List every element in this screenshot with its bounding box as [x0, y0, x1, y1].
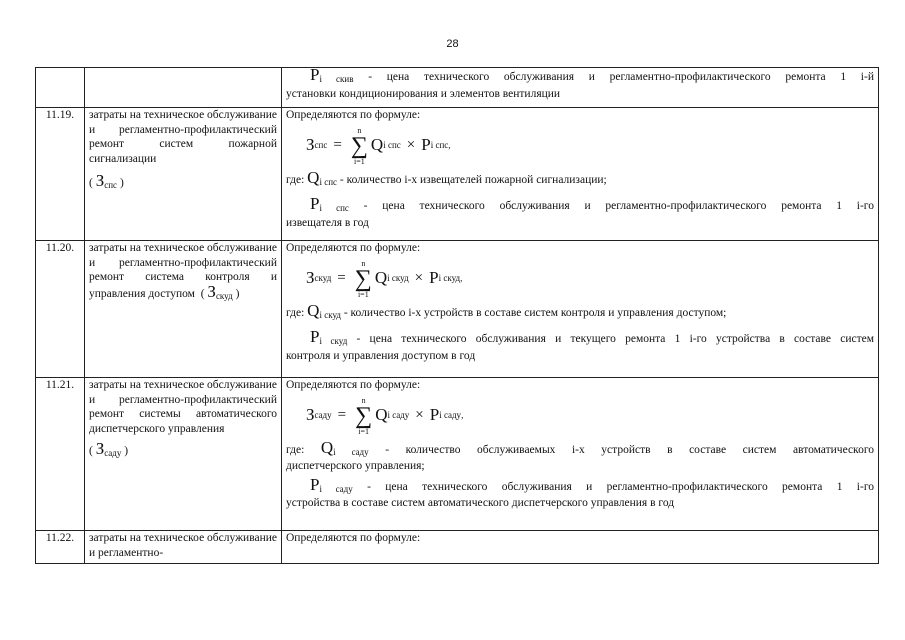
cost-table	[35, 67, 879, 564]
cost-item-name: затраты на техническое обслуживание и регламентно-профилактический ремонт система контроля и управления доступом ( $З_{скуд}$ )	[85, 241, 282, 378]
q-definition: где: $Q_{i спс}$ - количество i-х извещателей пожарной сигнализации;	[286, 167, 607, 187]
p-definition: $P_{i сaду}$ - цена технического обслуживания и регламентно-профилактического ремонта 1 i-го	[310, 474, 874, 494]
cost-item-name: затраты на техническое обслуживание и регламентно-профилактический ремонт системы автоматического диспетчерского управления ( $З_{сaду}$ )	[85, 378, 282, 531]
formula: З скуд = n ∑ i=1 Q i скуд × P i скуд ,	[306, 258, 463, 299]
formula-cell	[282, 531, 879, 564]
name-cell	[85, 68, 282, 108]
table-row-11-19	[36, 108, 879, 241]
formula: З сaду = n ∑ i=1 Q i сaду × P i сaду ,	[306, 395, 464, 436]
p-definition: $P_{i спс}$ - цена технического обслуживания и регламентно-профилактического ремонта 1 i-го	[310, 194, 874, 214]
desc-cell: $P_{i скив}$ - цена технического обслуживания и регламентно-профилактического ремонта 1 i-й установки кондиционирования и элементов вентиляции	[282, 68, 879, 108]
page-number: 28	[446, 38, 459, 50]
table-row-11-21	[36, 378, 879, 531]
q-definition: где: $Q_{i скуд}$ - количество i-х устройств в составе систем контроля и управления доступом;	[286, 300, 727, 320]
table-row-11-22	[36, 531, 879, 564]
price-symbol: P	[310, 65, 320, 84]
formula-cell: Определяются по формуле: З скуд = n ∑ i=1 Q i скуд × P i скуд , где: $Q_{i скуд}$ - количество i-х устройств в составе систем контроля и управления доступом; $P_{i скуд}$ - цена технического обслуживания и текущего ремонта 1 i-го устройства в составе систем контроля и управления доступом в год	[282, 241, 879, 378]
table-row-continuation	[36, 68, 879, 108]
row-number: 11.20.	[36, 241, 85, 378]
p-definition: $P_{i скуд}$ - цена технического обслуживания и текущего ремонта 1 i-го устройства в составе систем	[310, 327, 874, 347]
num-cell	[36, 68, 85, 108]
sum-icon: n ∑ i=1	[354, 258, 372, 299]
formula-intro: Определяются по формуле:	[286, 242, 421, 254]
q-definition: где: $Q_{i сaду}$ - количество обслуживаемых i-х устройств в составе систем автоматического	[286, 437, 874, 457]
formula: З спс = n ∑ i=1 Q i спс × P i спс ,	[306, 125, 451, 166]
cost-item-name: затраты на техническое обслуживание и регламентно-	[85, 531, 282, 564]
cost-item-name: затраты на техническое обслуживание и регламентно-профилактический ремонт систем пожарной сигнализации ( $З_{спс}$ )	[85, 108, 282, 241]
sum-icon: n ∑ i=1	[350, 125, 368, 166]
sum-icon: n ∑ i=1	[355, 395, 373, 436]
formula-cell: Определяются по формуле: З спс = n ∑ i=1 Q i спс × P i спс , где: $Q_{i спс}$ - количество i-х извещателей пожарной сигнализации; $P_{i спс}$ - цена технического обслуживания и регламентно-профилактического ремонта 1 i-го извещателя в год	[282, 108, 879, 241]
formula-intro: Определяются по формуле:	[286, 532, 421, 544]
formula-intro: Определяются по формуле:	[286, 109, 421, 121]
formula-intro: Определяются по формуле:	[286, 379, 421, 391]
row-number: 11.21.	[36, 378, 85, 531]
table-row-11-20	[36, 241, 879, 378]
row-number: 11.22.	[36, 531, 85, 564]
formula-cell: Определяются по формуле: З сaду = n ∑ i=1 Q i сaду × P i сaду , где: $Q_{i сaду}$ - количество обслуживаемых i-х устройств в составе систем автоматического диспетчерского управления; $P_{i сaду}$ - цена технического обслуживания и регламентно-профилактического ремонта 1 i-го устройства в составе систем автоматического диспетчерского управления в год	[282, 378, 879, 531]
row-number: 11.19.	[36, 108, 85, 241]
